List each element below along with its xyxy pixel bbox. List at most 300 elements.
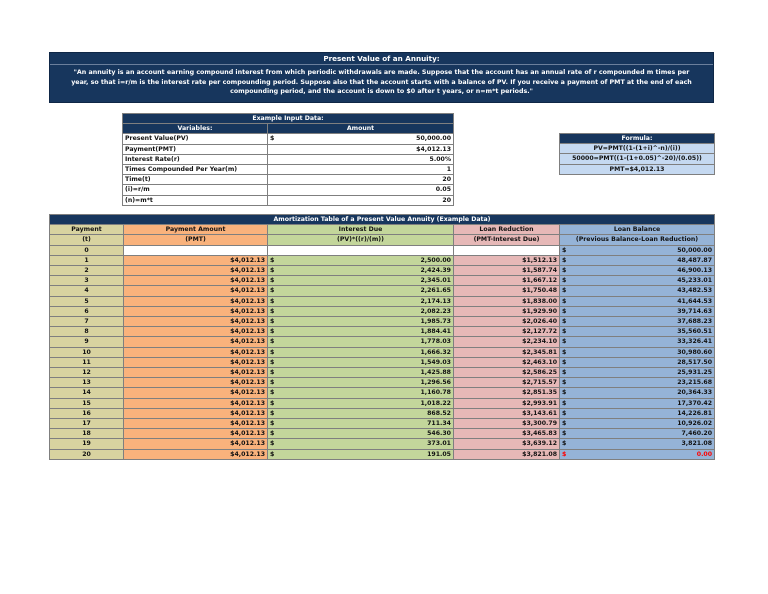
sub-loan-reduction: (PMT-Interest Due) xyxy=(454,235,560,245)
page-title: Present Value of an Annuity: xyxy=(50,53,713,65)
loan-balance: 3,821.08 xyxy=(681,440,713,448)
formula-box xyxy=(559,133,715,175)
interest-due-cell xyxy=(268,357,454,367)
interest-due-cell xyxy=(268,419,454,429)
loan-balance-cell xyxy=(560,419,715,429)
currency-symbol: $ xyxy=(562,318,567,326)
interest-due-cell xyxy=(268,286,454,296)
payment-amount: $4,012.13 xyxy=(124,398,268,408)
payment-number: 17 xyxy=(50,419,124,429)
input-value: 50,000.00 xyxy=(416,135,452,143)
table-row xyxy=(50,327,715,337)
loan-balance: 37,688.23 xyxy=(677,318,713,326)
loan-balance-cell xyxy=(560,276,715,286)
currency-symbol: $ xyxy=(270,420,275,428)
loan-balance: 43,482.53 xyxy=(677,287,713,295)
currency-symbol: $ xyxy=(562,420,567,428)
col-loan-reduction: Loan Reduction xyxy=(454,225,560,235)
interest-due: 2,082.23 xyxy=(420,307,451,315)
input-label: Interest Rate(r) xyxy=(123,154,268,164)
balance-wrap xyxy=(562,327,712,336)
payment-amount: $4,012.13 xyxy=(124,429,268,439)
balance-wrap xyxy=(562,368,712,377)
loan-balance: 10,926.02 xyxy=(677,420,713,428)
input-value-wrap xyxy=(270,165,451,174)
interest-wrap xyxy=(270,317,451,326)
formula-line: PV=PMT((1-(1+i)^-n)/(i)) xyxy=(560,144,715,154)
interest-due: 2,261.65 xyxy=(420,287,451,295)
payment-number: 0 xyxy=(50,245,124,255)
loan-reduction: $1,512.13 xyxy=(454,255,560,265)
loan-reduction: $3,821.08 xyxy=(454,449,560,459)
loan-balance-cell xyxy=(560,378,715,388)
payment-number: 1 xyxy=(50,255,124,265)
input-value: 1 xyxy=(446,166,452,174)
payment-amount: $4,012.13 xyxy=(124,337,268,347)
loan-balance: 39,714.63 xyxy=(677,307,713,315)
loan-balance-cell xyxy=(560,429,715,439)
loan-balance: 23,215.68 xyxy=(677,379,713,387)
amortization-table xyxy=(49,214,715,460)
interest-due: 1,549.03 xyxy=(420,358,451,366)
interest-wrap xyxy=(270,388,451,397)
payment-number: 18 xyxy=(50,429,124,439)
col-amount: Amount xyxy=(268,124,454,134)
loan-reduction: $2,586.25 xyxy=(454,368,560,378)
input-value-cell xyxy=(268,154,454,164)
col-payment-amount: Payment Amount xyxy=(124,225,268,235)
empty-cell xyxy=(268,245,454,255)
balance-wrap xyxy=(562,286,712,295)
balance-wrap xyxy=(562,266,712,275)
interest-due-cell xyxy=(268,327,454,337)
table-row xyxy=(50,419,715,429)
loan-reduction: $1,929.90 xyxy=(454,306,560,316)
balance-wrap xyxy=(562,337,712,346)
payment-number: 12 xyxy=(50,368,124,378)
payment-number: 5 xyxy=(50,296,124,306)
description-line: year, so that i=r/m is the interest rate per compounding period. Suppose also that the account starts with a balance of PV. If you receive a payment of PMT at the end of each xyxy=(71,78,692,86)
interest-due: 868.52 xyxy=(427,409,451,417)
interest-due: 2,424.39 xyxy=(420,267,451,275)
input-value-wrap xyxy=(270,134,451,143)
currency-symbol: $ xyxy=(270,399,275,407)
interest-wrap xyxy=(270,256,451,265)
input-value: $4,012.13 xyxy=(416,145,452,153)
currency-symbol: $ xyxy=(270,135,275,143)
payment-amount: $4,012.13 xyxy=(124,347,268,357)
currency-symbol: $ xyxy=(270,267,275,275)
payment-number: 3 xyxy=(50,276,124,286)
currency-symbol: $ xyxy=(562,307,567,315)
col-interest-due: Interest Due xyxy=(268,225,454,235)
example-input-table xyxy=(122,113,454,206)
currency-symbol: $ xyxy=(270,338,275,346)
col-payment: Payment xyxy=(50,225,124,235)
formula-line: 50000=PMT((1-(1+0.05)^-20)/(0.05)) xyxy=(560,154,715,164)
sub-loan-balance: (Previous Balance-Loan Reduction) xyxy=(560,235,715,245)
loan-reduction: $2,715.57 xyxy=(454,378,560,388)
payment-amount: $4,012.13 xyxy=(124,439,268,449)
interest-wrap xyxy=(270,450,451,459)
payment-amount: $4,012.13 xyxy=(124,327,268,337)
loan-balance-cell xyxy=(560,317,715,327)
loan-balance-cell xyxy=(560,368,715,378)
input-value-wrap xyxy=(270,185,451,194)
loan-reduction: $2,026.40 xyxy=(454,317,560,327)
currency-symbol: $ xyxy=(270,307,275,315)
input-label: Present Value(PV) xyxy=(123,134,268,144)
amortization-title: Amortization Table of a Present Value Annuity (Example Data) xyxy=(50,215,715,225)
currency-symbol: $ xyxy=(270,328,275,336)
payment-number: 2 xyxy=(50,266,124,276)
interest-due: 1,884.41 xyxy=(420,328,451,336)
table-row xyxy=(50,429,715,439)
payment-amount: $4,012.13 xyxy=(124,357,268,367)
interest-wrap xyxy=(270,409,451,418)
payment-amount: $4,012.13 xyxy=(124,286,268,296)
loan-reduction: $2,345.81 xyxy=(454,347,560,357)
loan-balance: 50,000.00 xyxy=(677,246,713,254)
payment-number: 16 xyxy=(50,408,124,418)
loan-balance: 25,931.25 xyxy=(677,369,713,377)
interest-due-cell xyxy=(268,347,454,357)
currency-symbol: $ xyxy=(562,338,567,346)
balance-wrap xyxy=(562,378,712,387)
formula-line: PMT=$4,012.13 xyxy=(560,164,715,174)
currency-symbol: $ xyxy=(562,369,567,377)
loan-balance-cell xyxy=(560,388,715,398)
table-row xyxy=(50,337,715,347)
table-row xyxy=(50,245,715,255)
loan-balance-cell xyxy=(560,255,715,265)
balance-wrap xyxy=(562,388,712,397)
description-line: compounding period, and the account is down to $0 after t years, or n=m*t periods." xyxy=(230,88,533,95)
payment-number: 9 xyxy=(50,337,124,347)
currency-symbol: $ xyxy=(270,256,275,264)
balance-wrap xyxy=(562,358,712,367)
balance-wrap xyxy=(562,317,712,326)
currency-symbol: $ xyxy=(270,348,275,356)
currency-symbol: $ xyxy=(562,399,567,407)
loan-balance: 45,233.01 xyxy=(677,277,713,285)
interest-wrap xyxy=(270,327,451,336)
currency-symbol: $ xyxy=(270,358,275,366)
currency-symbol: $ xyxy=(562,430,567,438)
table-row xyxy=(50,266,715,276)
currency-symbol: $ xyxy=(562,389,567,397)
balance-wrap xyxy=(562,450,712,459)
interest-due-cell xyxy=(268,388,454,398)
payment-number: 15 xyxy=(50,398,124,408)
input-row xyxy=(123,154,454,164)
input-value-cell xyxy=(268,195,454,205)
interest-due-cell xyxy=(268,408,454,418)
table-row xyxy=(50,378,715,388)
currency-symbol: $ xyxy=(562,379,567,387)
input-label: Times Compounded Per Year(m) xyxy=(123,165,268,175)
loan-reduction: $3,465.83 xyxy=(454,429,560,439)
interest-due-cell xyxy=(268,306,454,316)
interest-due: 1,018.22 xyxy=(420,399,451,407)
currency-symbol: $ xyxy=(562,328,567,336)
input-row xyxy=(123,185,454,195)
loan-balance: 30,980.60 xyxy=(677,348,713,356)
loan-balance-cell xyxy=(560,327,715,337)
loan-balance-cell xyxy=(560,296,715,306)
table-row xyxy=(50,357,715,367)
interest-wrap xyxy=(270,276,451,285)
balance-wrap xyxy=(562,409,712,418)
balance-wrap xyxy=(562,399,712,408)
loan-balance-cell xyxy=(560,449,715,459)
currency-symbol: $ xyxy=(562,348,567,356)
input-value-cell xyxy=(268,144,454,154)
sub-payment: (t) xyxy=(50,235,124,245)
table-row xyxy=(50,398,715,408)
loan-balance: 33,326.41 xyxy=(677,338,713,346)
payment-amount: $4,012.13 xyxy=(124,296,268,306)
currency-symbol: $ xyxy=(562,409,567,417)
payment-number: 19 xyxy=(50,439,124,449)
loan-reduction: $2,234.10 xyxy=(454,337,560,347)
payment-amount: $4,012.13 xyxy=(124,419,268,429)
table-row xyxy=(50,286,715,296)
input-value-cell xyxy=(268,134,454,144)
interest-due-cell xyxy=(268,398,454,408)
sub-payment-amount: (PMT) xyxy=(124,235,268,245)
title-block xyxy=(49,52,714,103)
annuity-description xyxy=(50,65,713,97)
empty-cell xyxy=(124,245,268,255)
input-value-wrap xyxy=(270,196,451,205)
loan-reduction: $1,838.00 xyxy=(454,296,560,306)
currency-symbol: $ xyxy=(562,287,567,295)
table-row xyxy=(50,296,715,306)
loan-reduction: $3,639.12 xyxy=(454,439,560,449)
interest-due: 1,666.32 xyxy=(420,348,451,356)
currency-symbol: $ xyxy=(562,358,567,366)
loan-reduction: $2,127.72 xyxy=(454,327,560,337)
interest-due: 1,425.88 xyxy=(420,369,451,377)
currency-symbol: $ xyxy=(270,409,275,417)
table-row xyxy=(50,347,715,357)
payment-amount: $4,012.13 xyxy=(124,276,268,286)
table-row xyxy=(50,317,715,327)
payment-amount: $4,012.13 xyxy=(124,388,268,398)
loan-reduction: $2,993.91 xyxy=(454,398,560,408)
loan-reduction: $1,587.74 xyxy=(454,266,560,276)
loan-balance: 48,487.87 xyxy=(677,256,713,264)
currency-symbol: $ xyxy=(270,440,275,448)
interest-due: 546.30 xyxy=(427,430,451,438)
balance-wrap xyxy=(562,307,712,316)
input-value-cell xyxy=(268,165,454,175)
loan-balance-cell xyxy=(560,286,715,296)
interest-due-cell xyxy=(268,296,454,306)
interest-due: 373.01 xyxy=(427,440,451,448)
currency-symbol: $ xyxy=(270,389,275,397)
interest-wrap xyxy=(270,378,451,387)
input-row xyxy=(123,175,454,185)
interest-due: 1,296.56 xyxy=(420,379,451,387)
loan-balance-cell xyxy=(560,337,715,347)
input-label: (n)=m*t xyxy=(123,195,268,205)
payment-number: 11 xyxy=(50,357,124,367)
loan-balance-cell xyxy=(560,408,715,418)
table-row xyxy=(50,276,715,286)
balance-wrap xyxy=(562,297,712,306)
balance-wrap xyxy=(562,439,712,448)
table-row xyxy=(50,306,715,316)
interest-wrap xyxy=(270,419,451,428)
interest-due-cell xyxy=(268,317,454,327)
input-value-cell xyxy=(268,175,454,185)
payment-amount: $4,012.13 xyxy=(124,408,268,418)
input-row xyxy=(123,144,454,154)
interest-due-cell xyxy=(268,266,454,276)
payment-number: 10 xyxy=(50,347,124,357)
payment-amount: $4,012.13 xyxy=(124,378,268,388)
input-label: Payment(PMT) xyxy=(123,144,268,154)
balance-wrap xyxy=(562,276,712,285)
payment-number: 7 xyxy=(50,317,124,327)
currency-symbol: $ xyxy=(562,267,567,275)
balance-wrap xyxy=(562,419,712,428)
interest-due-cell xyxy=(268,255,454,265)
input-value: 20 xyxy=(442,176,452,184)
table-row xyxy=(50,439,715,449)
input-value: 0.05 xyxy=(435,186,452,194)
loan-reduction: $3,143.61 xyxy=(454,408,560,418)
table-row xyxy=(50,368,715,378)
loan-balance: 28,517.50 xyxy=(677,358,713,366)
table-row xyxy=(50,449,715,459)
input-value-wrap xyxy=(270,155,451,164)
currency-symbol: $ xyxy=(270,297,275,305)
sub-interest-due: (PV)*((r)/(m)) xyxy=(268,235,454,245)
formula-title: Formula: xyxy=(560,134,715,144)
interest-wrap xyxy=(270,307,451,316)
input-row xyxy=(123,134,454,144)
payment-number: 8 xyxy=(50,327,124,337)
interest-due-cell xyxy=(268,429,454,439)
currency-symbol: $ xyxy=(270,430,275,438)
interest-due: 2,500.00 xyxy=(420,256,451,264)
loan-reduction: $1,667.12 xyxy=(454,276,560,286)
loan-balance: 17,370.42 xyxy=(677,399,713,407)
input-label: (i)=r/m xyxy=(123,185,268,195)
input-table-title: Example Input Data: xyxy=(123,114,454,124)
interest-wrap xyxy=(270,358,451,367)
currency-symbol: $ xyxy=(270,369,275,377)
payment-number: 20 xyxy=(50,449,124,459)
col-variables: Variables: xyxy=(123,124,268,134)
interest-wrap xyxy=(270,297,451,306)
currency-symbol: $ xyxy=(562,440,567,448)
loan-balance: 20,364.33 xyxy=(677,389,713,397)
loan-balance: 0.00 xyxy=(696,450,713,458)
loan-balance-cell xyxy=(560,306,715,316)
currency-symbol: $ xyxy=(562,450,567,458)
currency-symbol: $ xyxy=(270,277,275,285)
currency-symbol: $ xyxy=(562,277,567,285)
loan-balance-cell xyxy=(560,347,715,357)
interest-due: 1,778.03 xyxy=(420,338,451,346)
interest-due: 2,174.13 xyxy=(420,297,451,305)
loan-balance: 7,460.20 xyxy=(681,430,713,438)
interest-wrap xyxy=(270,439,451,448)
loan-reduction: $2,463.10 xyxy=(454,357,560,367)
payment-amount: $4,012.13 xyxy=(124,368,268,378)
loan-balance: 46,900.13 xyxy=(677,267,713,275)
loan-balance: 14,226.81 xyxy=(677,409,713,417)
payment-amount: $4,012.13 xyxy=(124,266,268,276)
interest-due-cell xyxy=(268,439,454,449)
payment-number: 6 xyxy=(50,306,124,316)
loan-reduction: $3,300.79 xyxy=(454,419,560,429)
interest-wrap xyxy=(270,429,451,438)
loan-reduction: $2,851.35 xyxy=(454,388,560,398)
currency-symbol: $ xyxy=(562,256,567,264)
input-value: 5.00% xyxy=(429,155,452,163)
payment-amount: $4,012.13 xyxy=(124,449,268,459)
interest-wrap xyxy=(270,399,451,408)
input-value-wrap xyxy=(270,145,451,154)
input-row xyxy=(123,165,454,175)
interest-wrap xyxy=(270,286,451,295)
payment-amount: $4,012.13 xyxy=(124,306,268,316)
input-label: Time(t) xyxy=(123,175,268,185)
empty-cell xyxy=(454,245,560,255)
interest-wrap xyxy=(270,337,451,346)
interest-due: 2,345.01 xyxy=(420,277,451,285)
currency-symbol: $ xyxy=(270,379,275,387)
interest-wrap xyxy=(270,348,451,357)
description-line: "An annuity is an account earning compound interest from which periodic withdrawals are made. Suppose that the account has an annual rate of r compounded m times per xyxy=(73,69,690,76)
payment-number: 14 xyxy=(50,388,124,398)
currency-symbol: $ xyxy=(270,450,275,458)
payment-amount: $4,012.13 xyxy=(124,317,268,327)
interest-wrap xyxy=(270,368,451,377)
loan-balance: 35,560.51 xyxy=(677,328,713,336)
balance-wrap xyxy=(562,429,712,438)
currency-symbol: $ xyxy=(270,287,275,295)
interest-due-cell xyxy=(268,378,454,388)
loan-balance-cell xyxy=(560,398,715,408)
interest-due-cell xyxy=(268,449,454,459)
currency-symbol: $ xyxy=(562,297,567,305)
input-value-cell xyxy=(268,185,454,195)
payment-number: 13 xyxy=(50,378,124,388)
input-value: 20 xyxy=(442,196,452,204)
table-row xyxy=(50,255,715,265)
payment-amount: $4,012.13 xyxy=(124,255,268,265)
interest-due-cell xyxy=(268,368,454,378)
loan-balance-cell xyxy=(560,439,715,449)
table-row xyxy=(50,408,715,418)
balance-wrap xyxy=(562,256,712,265)
table-row xyxy=(50,388,715,398)
loan-balance-cell xyxy=(560,357,715,367)
loan-balance-cell xyxy=(560,266,715,276)
interest-due: 1,985.73 xyxy=(420,318,451,326)
currency-symbol: $ xyxy=(270,318,275,326)
interest-due-cell xyxy=(268,337,454,347)
payment-number: 4 xyxy=(50,286,124,296)
loan-balance: 41,644.53 xyxy=(677,297,713,305)
interest-due: 1,160.78 xyxy=(420,389,451,397)
